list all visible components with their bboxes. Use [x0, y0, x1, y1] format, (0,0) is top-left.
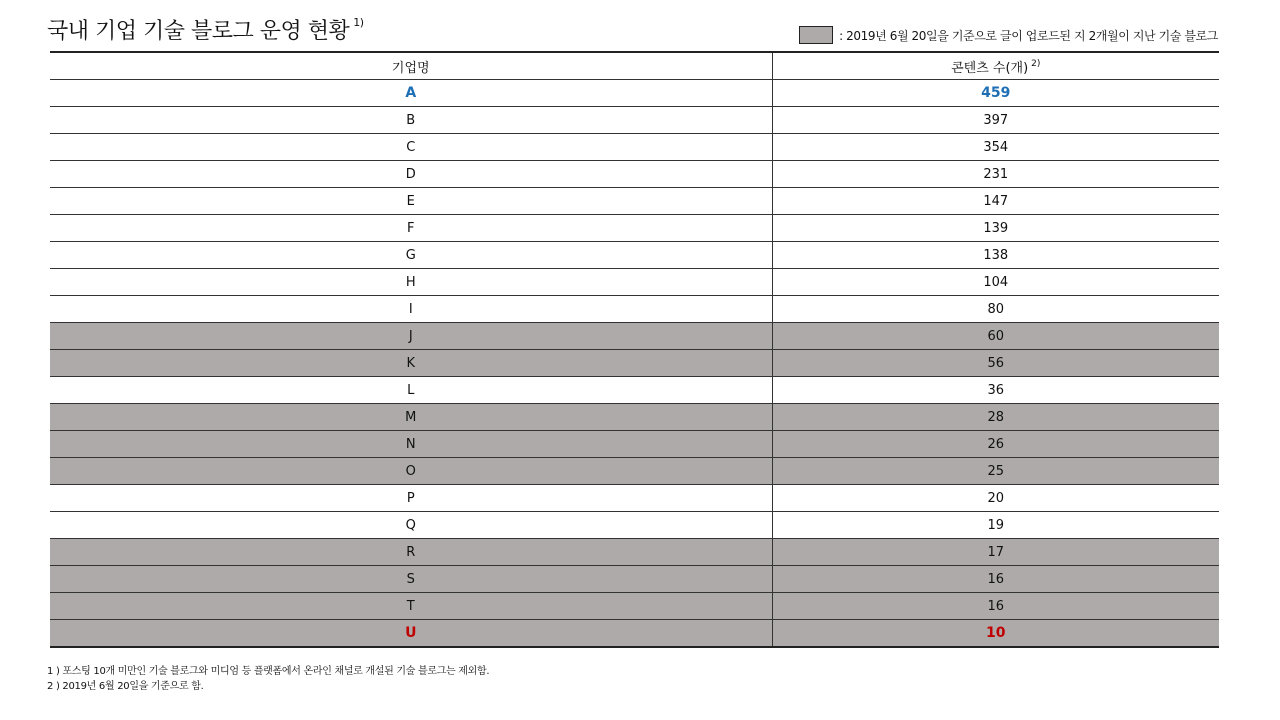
- cell-company: C: [50, 134, 772, 161]
- cell-content-count: 60: [772, 323, 1219, 350]
- cell-company: N: [50, 431, 772, 458]
- cell-company: I: [50, 296, 772, 323]
- cell-content-count: 28: [772, 404, 1219, 431]
- table-row: [50, 107, 1219, 134]
- table-row: [50, 215, 1219, 242]
- cell-content-count: 17: [772, 539, 1219, 566]
- cell-company: J: [50, 323, 772, 350]
- table-row: [50, 80, 1219, 107]
- table-row: [50, 350, 1219, 377]
- cell-company: Q: [50, 512, 772, 539]
- footnote-1: 1 ) 포스팅 10개 미만인 기술 블로그와 미디엄 등 플랫폼에서 온라인 채널로 개설된 기술 블로그는 제외함.: [47, 666, 490, 677]
- cell-company: D: [50, 161, 772, 188]
- page-title: [47, 14, 364, 45]
- cell-company: L: [50, 377, 772, 404]
- table-row: [50, 431, 1219, 458]
- table-header-row: [50, 52, 1219, 80]
- header-contents-footnote-ref: 2): [1031, 59, 1041, 70]
- cell-company: H: [50, 269, 772, 296]
- cell-content-count: 20: [772, 485, 1219, 512]
- footnotes: [47, 664, 489, 694]
- table-row: [50, 485, 1219, 512]
- cell-company: P: [50, 485, 772, 512]
- table-row: [50, 539, 1219, 566]
- cell-company: A: [50, 80, 772, 107]
- cell-content-count: 138: [772, 242, 1219, 269]
- cell-content-count: 16: [772, 593, 1219, 620]
- cell-content-count: 139: [772, 215, 1219, 242]
- cell-content-count: 147: [772, 188, 1219, 215]
- table-row: [50, 566, 1219, 593]
- cell-content-count: 459: [772, 80, 1219, 107]
- table-row: [50, 593, 1219, 620]
- table-row: [50, 620, 1219, 648]
- cell-content-count: 25: [772, 458, 1219, 485]
- table-row: [50, 242, 1219, 269]
- cell-content-count: 16: [772, 566, 1219, 593]
- table-row: [50, 404, 1219, 431]
- cell-company: G: [50, 242, 772, 269]
- table-row: [50, 134, 1219, 161]
- blog-table: [50, 51, 1219, 648]
- table-row: [50, 269, 1219, 296]
- table-row: [50, 296, 1219, 323]
- header-contents-label: 콘텐츠 수(개): [951, 60, 1029, 76]
- cell-content-count: 19: [772, 512, 1219, 539]
- cell-company: R: [50, 539, 772, 566]
- cell-content-count: 354: [772, 134, 1219, 161]
- cell-content-count: 56: [772, 350, 1219, 377]
- title-footnote-ref: 1): [353, 15, 364, 29]
- cell-company: E: [50, 188, 772, 215]
- table-row: [50, 512, 1219, 539]
- cell-company: K: [50, 350, 772, 377]
- legend-text: : 2019년 6월 20일을 기준으로 글이 업로드된 지 2개월이 지난 기술 블로그: [839, 28, 1218, 43]
- cell-company: M: [50, 404, 772, 431]
- header-contents: [772, 52, 1219, 80]
- legend: [799, 25, 1218, 45]
- cell-content-count: 36: [772, 377, 1219, 404]
- header-company: [50, 52, 772, 80]
- cell-content-count: 231: [772, 161, 1219, 188]
- cell-content-count: 104: [772, 269, 1219, 296]
- cell-company: S: [50, 566, 772, 593]
- page-title-text: 국내 기업 기술 블로그 운영 현황: [47, 19, 350, 44]
- cell-content-count: 397: [772, 107, 1219, 134]
- table-row: [50, 377, 1219, 404]
- cell-content-count: 10: [772, 620, 1219, 648]
- table-row: [50, 323, 1219, 350]
- table-body: [50, 80, 1219, 648]
- header-company-label: 기업명: [391, 60, 430, 76]
- cell-content-count: 80: [772, 296, 1219, 323]
- table-row: [50, 458, 1219, 485]
- cell-company: T: [50, 593, 772, 620]
- cell-company: U: [50, 620, 772, 648]
- cell-company: F: [50, 215, 772, 242]
- cell-company: B: [50, 107, 772, 134]
- footnote-2: 2 ) 2019년 6월 20일을 기준으로 함.: [47, 681, 204, 692]
- table-row: [50, 161, 1219, 188]
- legend-swatch: [799, 26, 833, 44]
- table-row: [50, 188, 1219, 215]
- cell-company: O: [50, 458, 772, 485]
- cell-content-count: 26: [772, 431, 1219, 458]
